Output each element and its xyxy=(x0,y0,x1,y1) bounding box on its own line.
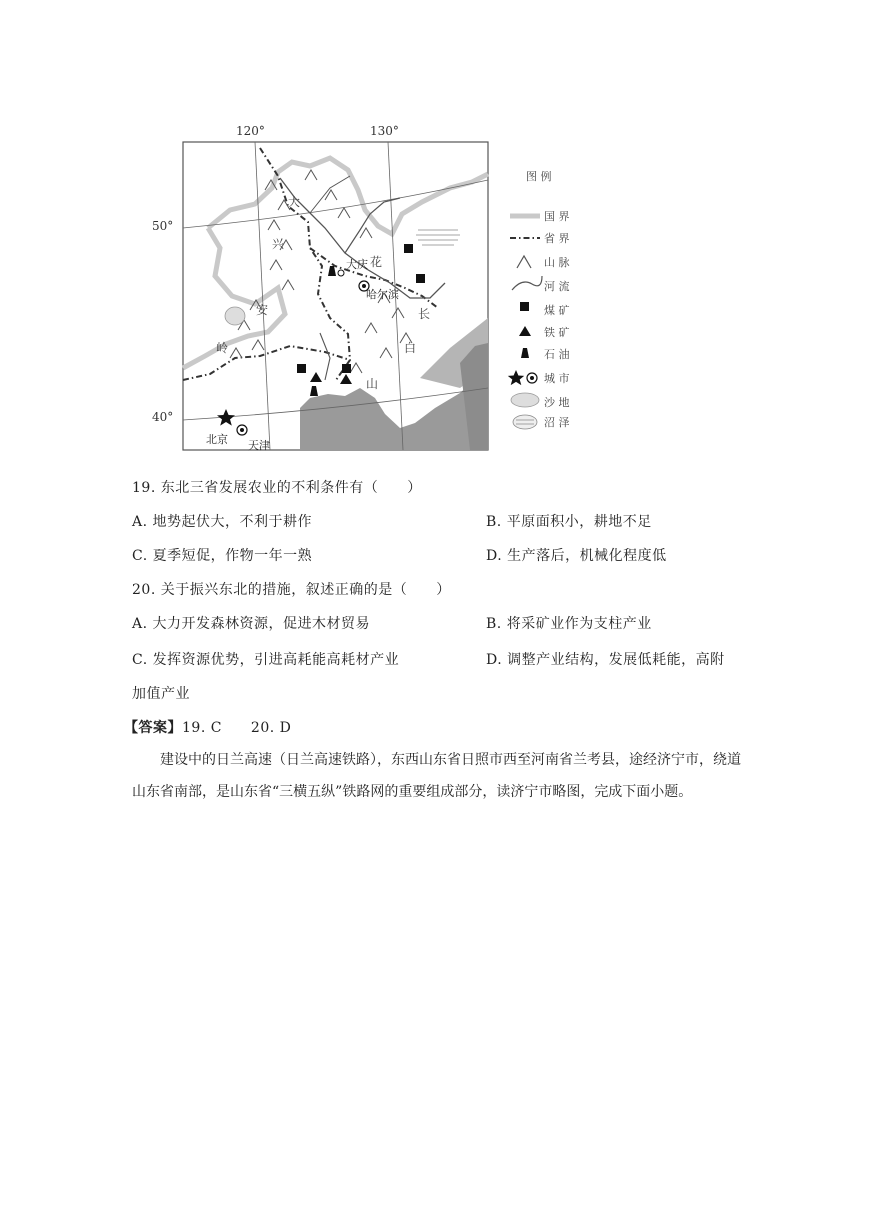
legend-label: 沙 地 xyxy=(544,396,570,409)
legend-label: 沼 泽 xyxy=(544,416,570,429)
river-icon xyxy=(512,276,542,290)
lat-label-40: 40° xyxy=(152,410,174,424)
passage xyxy=(132,744,742,808)
oil-icon xyxy=(521,348,529,358)
q20-option-d-continued: 加值产业 xyxy=(132,686,190,702)
coal-mine-icon xyxy=(342,364,351,373)
q20-stem: 20. 关于振兴东北的措施，叙述正确的是（ ） xyxy=(132,582,451,598)
legend-label: 省 界 xyxy=(544,232,570,245)
legend-label: 城 市 xyxy=(544,372,570,385)
mountain-char: 白 xyxy=(404,341,417,355)
q20-option-a: A. 大力开发森林资源，促进木材贸易 xyxy=(132,616,371,632)
legend-label: 河 流 xyxy=(544,280,570,293)
lon-label-120: 120° xyxy=(236,124,265,138)
coal-mine-icon xyxy=(416,274,425,283)
northeast-china-map xyxy=(152,118,600,458)
q20-option-c: C. 发挥资源优势，引进高耗能高耗材产业 xyxy=(132,652,400,668)
q19-option-d: D. 生产落后，机械化程度低 xyxy=(486,548,667,564)
sand-icon xyxy=(511,393,539,407)
legend-label: 铁 矿 xyxy=(544,326,570,339)
q19-option-b: B. 平原面积小，耕地不足 xyxy=(486,514,652,530)
map-frame xyxy=(183,142,488,450)
answer-text: 19. C 20. D xyxy=(182,720,292,736)
q19-option-c: C. 夏季短促，作物一年一熟 xyxy=(132,548,313,564)
legend-label: 山 脉 xyxy=(544,256,570,269)
daqing-city-icon xyxy=(338,270,344,276)
mountain-icon xyxy=(517,256,531,268)
mountain-char: 兴 xyxy=(272,237,285,251)
place-label-tianjin: 天津 xyxy=(248,439,270,452)
river-char: 花 xyxy=(370,255,383,269)
city-icon xyxy=(508,370,524,385)
mountain-char: 岭 xyxy=(216,341,229,355)
place-label-daqing: 大庆 xyxy=(346,258,368,271)
mountain-char: 安 xyxy=(256,303,269,317)
mountain-char: 山 xyxy=(366,377,379,391)
answer-label: 【答案】 xyxy=(124,720,182,736)
lon-label-130: 130° xyxy=(370,124,399,138)
legend-label: 石 油 xyxy=(544,348,570,361)
q20-option-b: B. 将采矿业作为支柱产业 xyxy=(486,616,652,632)
swamp-icon xyxy=(513,415,537,429)
legend-title: 图 例 xyxy=(526,170,552,183)
map-legend xyxy=(508,169,570,429)
q19-option-a: A. 地势起伏大，不利于耕作 xyxy=(132,514,313,530)
place-label-beijing: 北京 xyxy=(206,433,228,446)
mountain-char: 大 xyxy=(288,195,301,209)
coal-mine-icon xyxy=(297,364,306,373)
legend-label: 国 界 xyxy=(544,210,570,223)
place-label-harbin: 哈尔滨 xyxy=(366,288,399,301)
coal-mine-icon xyxy=(520,302,529,311)
legend-label: 煤 矿 xyxy=(544,304,570,317)
iron-mine-icon xyxy=(519,326,531,336)
lat-label-50: 50° xyxy=(152,219,174,233)
coal-mine-icon xyxy=(404,244,413,253)
q19-stem: 19. 东北三省发展农业的不利条件有（ ） xyxy=(132,480,422,496)
mountain-char: 长 xyxy=(418,307,431,321)
passage-text: 建设中的日兰高速（日兰高速铁路），东西山东省日照市西至河南省兰考县，途经济宁市，绕道山东省南部，是山东省“三横五纵”铁路网的重要组成部分，读济宁市略图，完成下面小题。 xyxy=(132,752,741,800)
q20-option-d: D. 调整产业结构，发展低耗能，高附 xyxy=(486,652,725,668)
answer-line xyxy=(124,717,291,737)
